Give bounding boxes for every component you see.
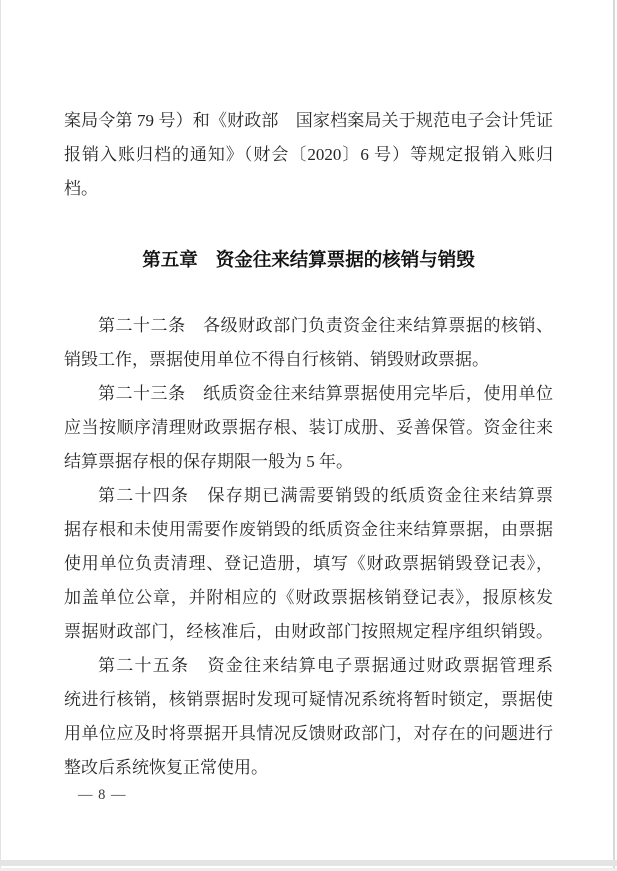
body-line: 使用单位负责清理、登记造册，填写《财政票据销毁登记表》，: [64, 554, 553, 573]
body-line: 票据财政部门，经核准后，由财政部门按照规定程序组织销毁。: [64, 622, 553, 641]
body-line: 第二十二条 各级财政部门负责资金往来结算票据的核销、: [98, 316, 553, 335]
body-line: 整改后系统恢复正常使用。: [64, 758, 268, 777]
body-line: 销毁工作，票据使用单位不得自行核销、销毁财政票据。: [64, 350, 489, 369]
body-line: 统进行核销，核销票据时发现可疑情况系统将暂时锁定，票据使: [64, 690, 553, 709]
body-line: 结算票据存根的保存期限一般为 5 年。: [64, 452, 353, 471]
body-line: 据存根和未使用需要作废销毁的纸质资金往来结算票据，由票据: [64, 520, 553, 539]
chapter-heading: [64, 243, 553, 277]
page-number: — 8 —: [78, 787, 127, 803]
chapter-title: 资金往来结算票据的核销与销毁: [215, 249, 475, 270]
body-text: [64, 104, 553, 805]
body-line: 第二十四条 保存期已满需要销毁的纸质资金往来结算票: [98, 486, 553, 505]
chapter-number: 第五章: [142, 249, 198, 270]
body-line: 报销入账归档的通知》（财会〔2020〕6 号）等规定报销入账归: [64, 145, 553, 164]
scan-bottom-band: [0, 860, 617, 866]
body-line: 第二十三条 纸质资金往来结算票据使用完毕后，使用单位: [98, 384, 553, 403]
body-line: 案局令第 79 号）和《财政部 国家档案局关于规范电子会计凭证: [64, 111, 553, 130]
body-line: 用单位应及时将票据开具情况反馈财政部门，对存在的问题进行: [64, 724, 553, 743]
scan-right-edge-line: [613, 0, 615, 871]
body-line: 应当按顺序清理财政票据存根、装订成册、妥善保管。资金往来: [64, 418, 553, 437]
scan-left-edge-line: [0, 0, 1, 871]
body-line: 第二十五条 资金往来结算电子票据通过财政票据管理系: [98, 656, 553, 675]
body-line: 加盖单位公章，并附相应的《财政票据核销登记表》，报原核发: [64, 588, 553, 607]
body-line: 档。: [64, 179, 98, 198]
